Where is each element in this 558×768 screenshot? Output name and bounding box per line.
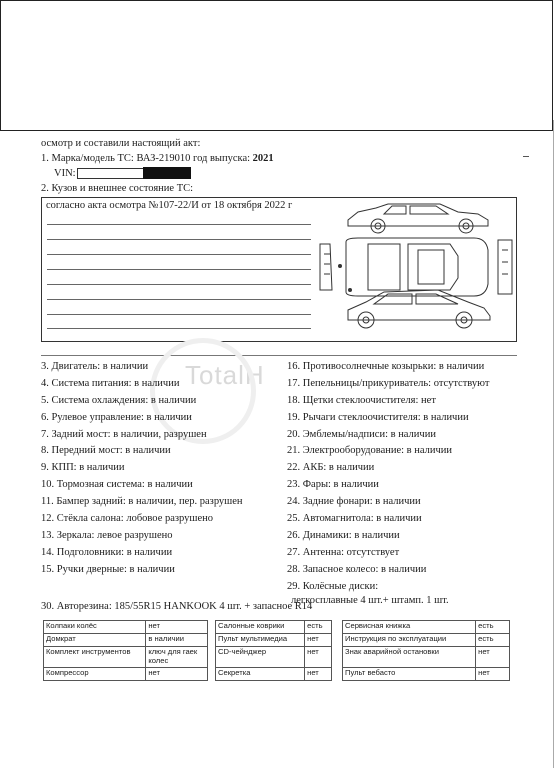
table-cell: нет [305,634,332,647]
table-cell: CD-чейнджер [216,647,305,668]
table-row [343,668,510,681]
note-line [47,314,311,315]
margin-dash [523,156,529,157]
table-cell: Пульт мультимедиа [216,634,305,647]
item-spare-wheel: 28. Запасное колесо: в наличии [287,563,427,575]
note-line [47,299,311,300]
item-30-tyres: 30. Авторезина: 185/55R15 HANKOOK 4 шт. + запасное R14 [41,601,313,612]
item-wheel-rims-detail: легкосплавные 4 шт.+ штамп. 1 шт. [291,594,449,606]
table-cell: нет [476,668,510,681]
table-cell: есть [476,621,510,634]
equipment-table-3 [342,620,510,681]
item-antenna: 27. Антенна: отсутствует [287,546,400,558]
item-speakers: 26. Динамики: в наличии [287,529,400,541]
item-headlights: 23. Фары: в наличии [287,479,379,491]
item-door-handles: 15. Ручки дверные: в наличии [41,563,175,575]
table-cell: Домкрат [44,634,146,647]
table-cell: нет [146,621,208,634]
item-wheel-rims: 29. Колёсные диски: [287,580,379,592]
redacted-header-box [0,0,553,131]
watermark-logo: TotalH [185,360,265,390]
item-windows: 12. Стёкла салона: лобовое разрушено [41,513,214,525]
item-engine: 3. Двигатель: в наличии [41,361,149,372]
scan-edge [553,120,554,768]
item-2-label: 2. Кузов и внешнее состояние ТС: [41,183,194,194]
item-wiper-arms: 19. Рычаги стеклоочистителя: в наличии [287,411,469,423]
intro-text: осмотр и составили настоящий акт: [41,138,201,149]
item-front-axle: 8. Передний мост: в наличии [41,445,171,457]
table-cell: Компрессор [44,668,146,681]
table-row [44,634,208,647]
item-steering: 6. Рулевое управление: в наличии [41,411,192,423]
table-cell: Комплект инструментов [44,647,146,668]
table-cell: нет [305,668,332,681]
note-line [47,284,311,285]
left-items [41,361,243,581]
table-cell: есть [476,634,510,647]
table-cell: Колпаки колёс [44,621,146,634]
table-row [343,634,510,647]
item-1-model [41,153,274,165]
right-items [287,361,489,607]
vin-redaction [143,167,191,179]
section-separator [41,355,517,356]
car-damage-diagram [318,198,514,340]
table-cell: Инструкция по эксплуатации [343,634,476,647]
table-row [44,621,208,634]
item-gearbox: 9. КПП: в наличии [41,462,125,474]
table-row [343,621,510,634]
table-row [216,647,332,668]
body-note: согласно акта осмотра №107-22/И от 18 октября 2022 г [46,200,293,211]
table-row [216,668,332,681]
vin-label: VIN: [54,168,76,179]
table-cell: Пульт вебасто [343,668,476,681]
table-cell: Секретка [216,668,305,681]
note-line [47,254,311,255]
table-row [44,647,208,668]
note-line [47,224,311,225]
year-value: 2021 [252,153,274,164]
table-cell: Салонные коврики [216,621,305,634]
item-radio: 25. Автомагнитола: в наличии [287,513,422,525]
table-row [216,621,332,634]
table-row [343,647,510,668]
item-sun-visors: 16. Противосолнечные козырьки: в наличии [287,361,485,372]
equipment-table-2 [215,620,332,681]
item-tail-lights: 24. Задние фонари: в наличии [287,496,421,508]
table-cell: Знак аварийной остановки [343,647,476,668]
item-headrests: 14. Подголовники: в наличии [41,546,173,558]
item-cooling: 5. Система охлаждения: в наличии [41,394,197,406]
note-line [47,269,311,270]
item-battery: 22. АКБ: в наличии [287,462,375,474]
table-cell: нет [476,647,510,668]
note-line [47,328,311,329]
table-cell: нет [305,647,332,668]
table-cell: Сервисная книжка [343,621,476,634]
table-cell: есть [305,621,332,634]
table-row [216,634,332,647]
item-rear-axle: 7. Задний мост: в наличии, разрушен [41,428,207,440]
table-cell: ключ для гаек колес [146,647,208,668]
note-line [47,239,311,240]
item-wiper-blades: 18. Щетки стеклоочистителя: нет [287,394,436,406]
item-brakes: 10. Тормозная система: в наличии [41,479,193,491]
item-rear-bumper: 11. Бампер задний: в наличии, пер. разрушен [41,496,243,508]
table-cell: в наличии [146,634,208,647]
model-text: 1. Марка/модель ТС: ВАЗ-219010 год выпуска: [41,153,253,164]
item-mirrors: 13. Зеркала: левое разрушено [41,529,173,541]
item-electrics: 21. Электрооборудование: в наличии [287,445,453,457]
table-row [44,668,208,681]
equipment-table-1 [43,620,208,681]
item-ashtrays: 17. Пепельницы/прикуриватель: отсутствуют [287,377,490,389]
item-fuel-system: 4. Система питания: в наличии [41,377,180,389]
table-cell: нет [146,668,208,681]
item-emblems: 20. Эмблемы/надписи: в наличии [287,428,436,440]
